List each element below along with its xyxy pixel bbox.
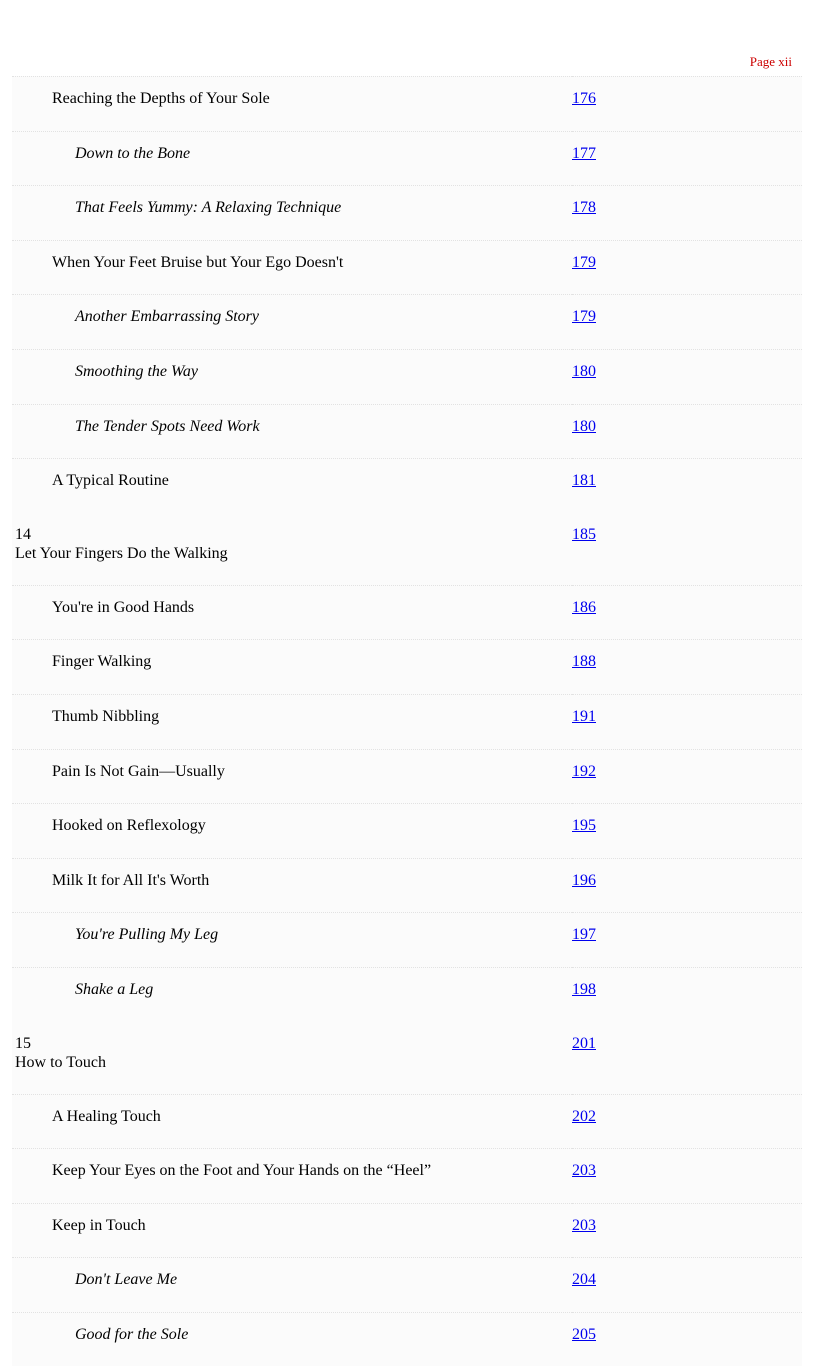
toc-entry-row xyxy=(12,1094,802,1149)
toc-title-cell xyxy=(12,295,572,350)
toc-title-cell xyxy=(12,1203,572,1258)
toc-page-cell xyxy=(572,694,802,749)
toc-entry-row xyxy=(12,1258,802,1313)
toc-page-cell xyxy=(572,1149,802,1204)
page-link[interactable]: 180 xyxy=(572,363,596,380)
toc-entry-row xyxy=(12,1203,802,1258)
toc-page-cell xyxy=(572,804,802,859)
section-title: Another Embarrassing Story xyxy=(12,307,572,326)
toc-page-cell xyxy=(572,913,802,968)
toc-page-cell xyxy=(572,858,802,913)
page-link[interactable]: 185 xyxy=(572,526,596,543)
page-link[interactable]: 196 xyxy=(572,872,596,889)
toc-title-cell xyxy=(12,349,572,404)
toc-entry-row xyxy=(12,858,802,913)
section-title: Shake a Leg xyxy=(12,980,572,999)
section-title: Reaching the Depths of Your Sole xyxy=(12,89,572,108)
page-link[interactable]: 192 xyxy=(572,763,596,780)
toc-entry-row xyxy=(12,295,802,350)
toc-page-cell xyxy=(572,640,802,695)
toc-title-cell xyxy=(12,459,572,513)
section-title: Pain Is Not Gain—Usually xyxy=(12,762,572,781)
toc-title-cell xyxy=(12,694,572,749)
toc-page-cell xyxy=(572,1094,802,1149)
toc-title-cell xyxy=(12,585,572,640)
page-link[interactable]: 188 xyxy=(572,653,596,670)
table-of-contents xyxy=(12,76,802,1366)
toc-title-cell xyxy=(12,513,572,586)
toc-entry-row xyxy=(12,913,802,968)
toc-chapter-row xyxy=(12,1022,802,1095)
chapter-number: 14 xyxy=(12,525,572,544)
section-title: Thumb Nibbling xyxy=(12,707,572,726)
page-link[interactable]: 198 xyxy=(572,981,596,998)
toc-entry-row xyxy=(12,404,802,459)
chapter-title: Let Your Fingers Do the Walking xyxy=(12,544,572,563)
section-title: Milk It for All It's Worth xyxy=(12,871,572,890)
toc-page-cell xyxy=(572,967,802,1021)
section-title: Good for the Sole xyxy=(12,1325,572,1344)
section-title: You're Pulling My Leg xyxy=(12,925,572,944)
page-link[interactable]: 179 xyxy=(572,254,596,271)
toc-entry-row xyxy=(12,77,802,132)
page-link[interactable]: 191 xyxy=(572,708,596,725)
page-link[interactable]: 202 xyxy=(572,1108,596,1125)
page-number: Page xii xyxy=(750,54,792,70)
page-link[interactable]: 177 xyxy=(572,145,596,162)
toc-entry-row xyxy=(12,1149,802,1204)
toc-entry-row xyxy=(12,804,802,859)
toc-title-cell xyxy=(12,967,572,1021)
page-link[interactable]: 197 xyxy=(572,926,596,943)
toc-page-cell xyxy=(572,1203,802,1258)
toc-page-cell xyxy=(572,295,802,350)
section-title: That Feels Yummy: A Relaxing Technique xyxy=(12,198,572,217)
toc-page-cell xyxy=(572,131,802,186)
toc-title-cell xyxy=(12,240,572,295)
toc-title-cell xyxy=(12,1094,572,1149)
toc-page-cell xyxy=(572,1312,802,1366)
page-link[interactable]: 205 xyxy=(572,1326,596,1343)
toc-page-cell xyxy=(572,585,802,640)
page-link[interactable]: 204 xyxy=(572,1271,596,1288)
section-title: When Your Feet Bruise but Your Ego Doesn't xyxy=(12,253,572,272)
toc-title-cell xyxy=(12,1022,572,1095)
toc-body xyxy=(12,77,802,1366)
toc-title-cell xyxy=(12,640,572,695)
toc-title-cell xyxy=(12,749,572,804)
section-title: Finger Walking xyxy=(12,652,572,671)
page-link[interactable]: 195 xyxy=(572,817,596,834)
toc-page-cell xyxy=(572,513,802,586)
section-title: You're in Good Hands xyxy=(12,598,572,617)
toc-title-cell xyxy=(12,1258,572,1313)
page-link[interactable]: 180 xyxy=(572,418,596,435)
toc-entry-row xyxy=(12,1312,802,1366)
toc-page-cell xyxy=(572,1022,802,1095)
toc-title-cell xyxy=(12,131,572,186)
toc-page-cell xyxy=(572,1258,802,1313)
chapter-title: How to Touch xyxy=(12,1053,572,1072)
toc-title-cell xyxy=(12,1312,572,1366)
page-link[interactable]: 179 xyxy=(572,308,596,325)
toc-title-cell xyxy=(12,804,572,859)
toc-entry-row xyxy=(12,749,802,804)
toc-entry-row xyxy=(12,967,802,1021)
section-title: The Tender Spots Need Work xyxy=(12,417,572,436)
page-link[interactable]: 203 xyxy=(572,1217,596,1234)
toc-entry-row xyxy=(12,240,802,295)
page-link[interactable]: 201 xyxy=(572,1035,596,1052)
toc-page-cell xyxy=(572,749,802,804)
toc-page-cell xyxy=(572,404,802,459)
toc-title-cell xyxy=(12,186,572,241)
toc-entry-row xyxy=(12,459,802,513)
toc-chapter-row xyxy=(12,513,802,586)
toc-entry-row xyxy=(12,131,802,186)
section-title: Hooked on Reflexology xyxy=(12,816,572,835)
section-title: Down to the Bone xyxy=(12,144,572,163)
toc-entry-row xyxy=(12,585,802,640)
section-title: Keep in Touch xyxy=(12,1216,572,1235)
toc-title-cell xyxy=(12,404,572,459)
page-link[interactable]: 181 xyxy=(572,472,596,489)
toc-title-cell xyxy=(12,77,572,132)
toc-entry-row xyxy=(12,186,802,241)
section-title: Keep Your Eyes on the Foot and Your Hands on the “Heel” xyxy=(12,1161,572,1180)
page-link[interactable]: 176 xyxy=(572,90,596,107)
toc-title-cell xyxy=(12,913,572,968)
toc-page-cell xyxy=(572,459,802,513)
page-link[interactable]: 186 xyxy=(572,599,596,616)
section-title: Don't Leave Me xyxy=(12,1270,572,1289)
toc-page-cell xyxy=(572,240,802,295)
toc-page-cell xyxy=(572,349,802,404)
toc-page-cell xyxy=(572,186,802,241)
page-link[interactable]: 203 xyxy=(572,1162,596,1179)
toc-entry-row xyxy=(12,349,802,404)
chapter-number: 15 xyxy=(12,1034,572,1053)
section-title: Smoothing the Way xyxy=(12,362,572,381)
toc-title-cell xyxy=(12,858,572,913)
toc-entry-row xyxy=(12,694,802,749)
section-title: A Typical Routine xyxy=(12,471,572,490)
toc-entry-row xyxy=(12,640,802,695)
section-title: A Healing Touch xyxy=(12,1107,572,1126)
toc-title-cell xyxy=(12,1149,572,1204)
toc-page-cell xyxy=(572,77,802,132)
page-link[interactable]: 178 xyxy=(572,199,596,216)
